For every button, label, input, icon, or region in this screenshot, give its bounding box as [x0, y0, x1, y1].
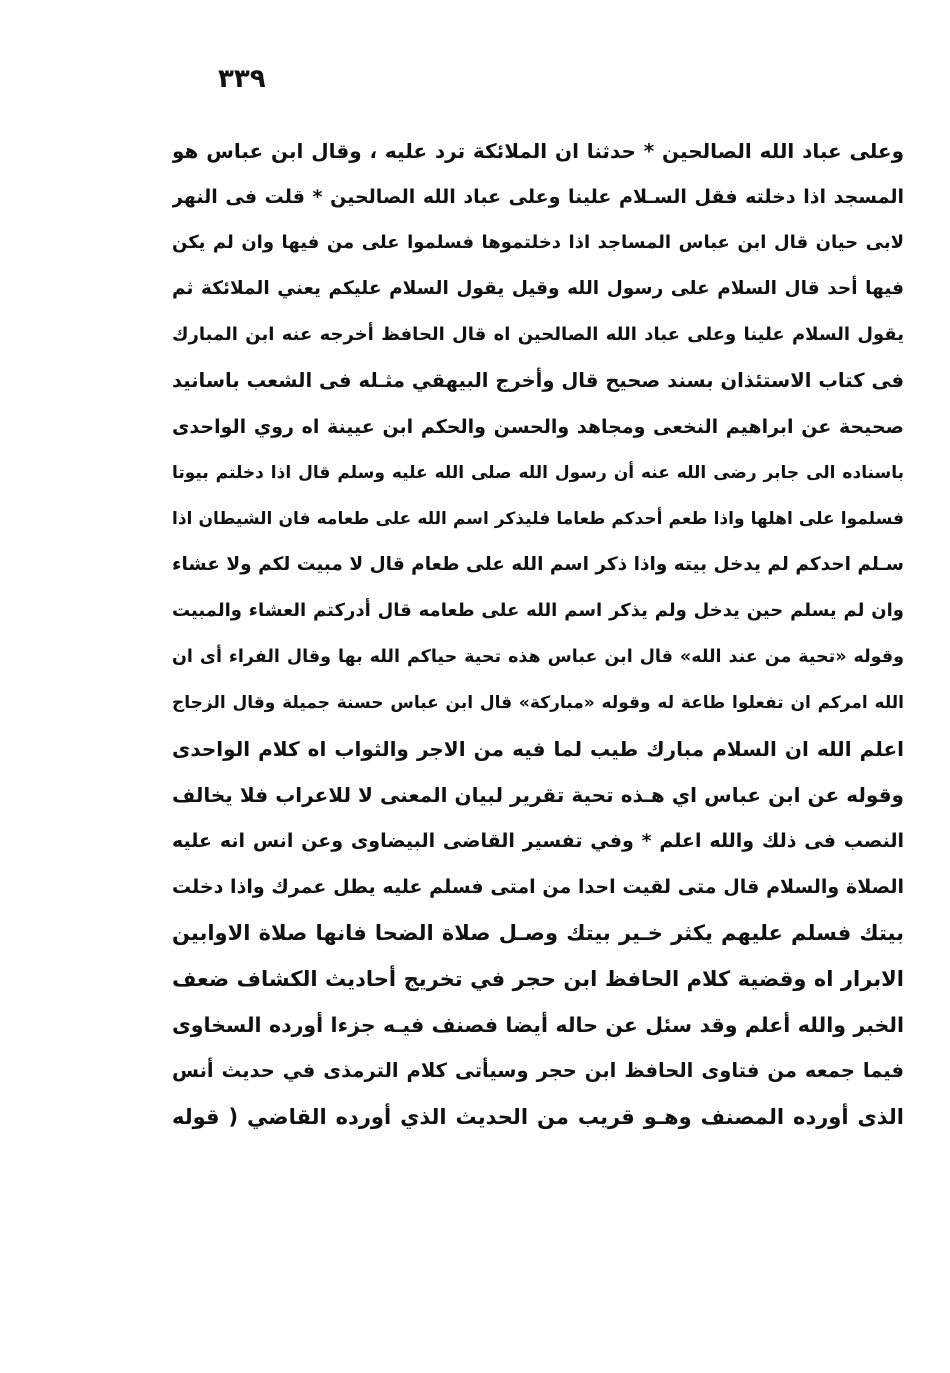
text-line: المسجد اذا دخلته فقل السـلام علينا وعلى عباد الله الصالحين * قلت فى النهر: [172, 186, 904, 208]
text-line: يقول السلام علينا وعلى عباد الله الصالحين اه قال الحافظ أخرجه عنه ابن المبارك: [172, 324, 904, 345]
text-line: فيما جمعه من فتاوى الحافظ ابن حجر وسيأتى كلام الترمذى في حديث أنس: [172, 1059, 904, 1082]
text-line: الصلاة والسلام قال متى لقيت احدا من امتى فسلم عليه يطل عمرك واذا دخلت: [172, 876, 904, 898]
text-line: فسلموا على اهلها واذا طعم أحدكم طعاما فليذكر اسم الله على طعامه فان الشيطان اذا: [172, 509, 904, 529]
text-line: الخبر والله أعلم وقد سئل عن حاله أيضا فصنف فيـه جزءا أورده السخاوى: [172, 1013, 904, 1037]
page-number: ٣٣٩: [218, 64, 266, 94]
text-line: وعلى عباد الله الصالحين * حدثنا ان الملائكة ترد عليه ، وقال ابن عباس هو: [172, 139, 904, 163]
text-line: وان لم يسلم حين يدخل ولم يذكر اسم الله على طعامه قال أدركتم العشاء والمبيت: [172, 600, 904, 621]
text-line: صحيحة عن ابراهيم النخعى ومجاهد والحسن والحكم ابن عيينة اه روي الواحدى: [172, 416, 904, 438]
text-line: وقوله عن ابن عباس اي هـذه تحية تقرير لبيان المعنى لا للاعراب فلا يخالف: [172, 783, 904, 807]
text-line: فى كتاب الاستئذان بسند صحيح قال وأخرج البيهقي مثـله فى الشعب باسانيد: [172, 369, 904, 392]
text-line: الله امركم ان تفعلوا طاعة له وقوله «مباركة» قال ابن عباس حسنة جميلة وقال الزجاج: [172, 693, 904, 713]
text-line: النصب فى ذلك والله اعلم * وفي تفسير القاضى البيضاوى وعن انس انه عليه: [172, 830, 904, 852]
text-line: الابرار اه وقضية كلام الحافظ ابن حجر في تخريج أحاديث الكشاف ضعف: [172, 967, 904, 991]
text-line: فيها أحد قال السلام على رسول الله وقيل يقول السلام عليكم يعني الملائكة ثم: [172, 278, 904, 299]
page-body-text: [172, 128, 904, 1140]
text-line: اعلم الله ان السلام مبارك طيب لما فيه من الاجر والثواب اه كلام الواحدى: [172, 737, 904, 761]
text-line: سـلم احدكم لم يدخل بيته واذا ذكر اسم الله على طعام قال لا مبيت لكم ولا عشاء: [172, 554, 904, 575]
text-line: بيتك فسلم عليهم يكثر خـير بيتك وصـل صلاة الضحا فانها صلاة الاوابين: [172, 921, 904, 945]
text-line: الذى أورده المصنف وهـو قريب من الحديث الذي أورده القاضي ( قوله: [172, 1105, 904, 1129]
text-line: باسناده الى جابر رضى الله عنه أن رسول الله صلى الله عليه وسلم قال اذا دخلتم بيوتا: [172, 463, 904, 483]
text-line: وقوله «تحية من عند الله» قال ابن عباس هذه تحية حياكم الله بها وقال الفراء أى ان: [172, 647, 904, 667]
text-line: لابى حيان قال ابن عباس المساجد اذا دخلتموها فسلموا على من فيها وان لم يكن: [172, 232, 904, 253]
